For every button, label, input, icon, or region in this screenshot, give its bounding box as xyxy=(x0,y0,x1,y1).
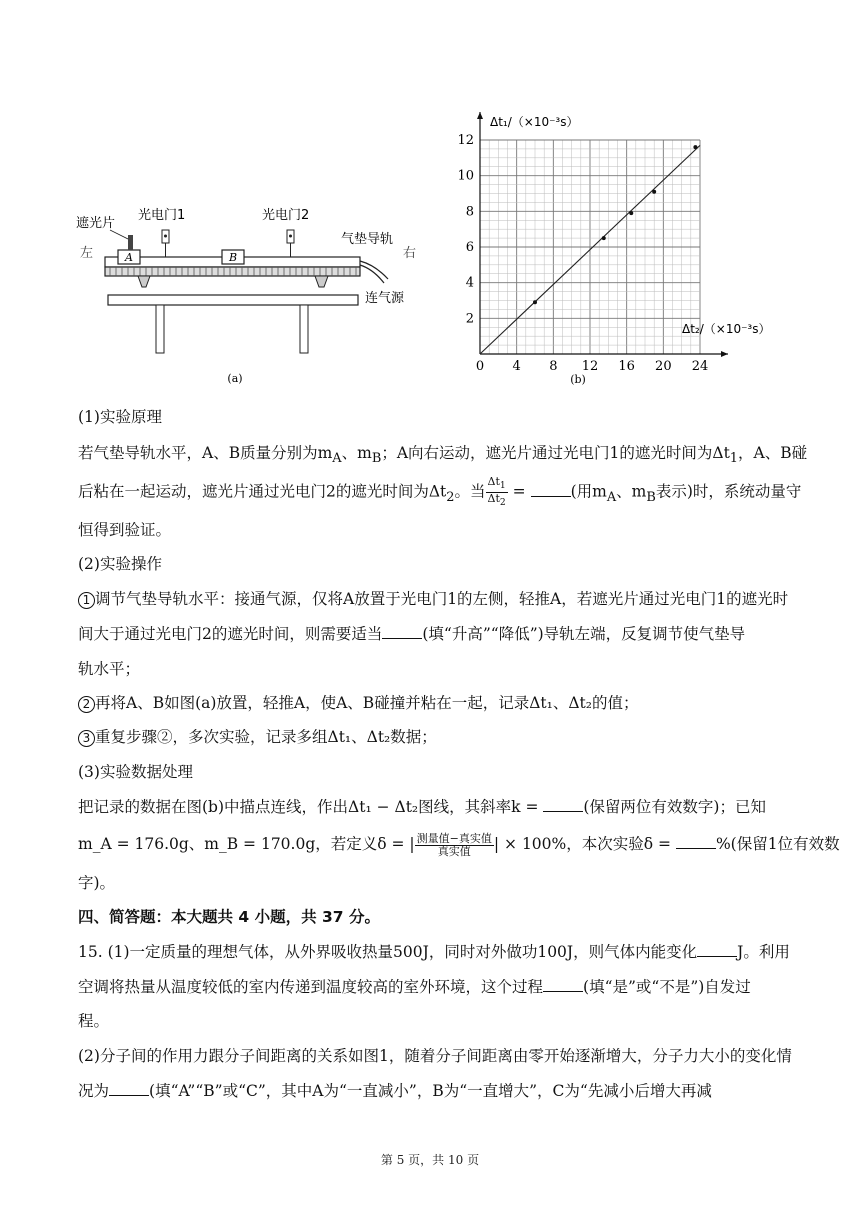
data-point xyxy=(533,300,537,304)
photogate-1 xyxy=(162,230,169,257)
glider-b-label: B xyxy=(228,251,238,264)
y-tick-label: 6 xyxy=(465,240,474,255)
x-tick-label: 24 xyxy=(691,359,709,374)
section-1-title: (1)实验原理 xyxy=(78,408,162,426)
data-point xyxy=(652,190,656,194)
section-4-heading: 四、简答题：本大题共 4 小题，共 37 分。 xyxy=(78,908,380,926)
section-3-title: (3)实验数据处理 xyxy=(78,763,193,781)
answer-blank-slope[interactable] xyxy=(543,797,583,812)
gate1-label: 光电门1 xyxy=(138,208,186,223)
chart-grid xyxy=(480,140,700,354)
step-3-line: 3 重复步骤②，多次实验，记录多组Δt₁、Δt₂数据； xyxy=(78,725,790,747)
data-point xyxy=(602,236,606,240)
section-3-line-1: 把记录的数据在图(b)中描点连线，作出Δt₁ − Δt₂图线，其斜率k = (保留两位有效数字)；已知 xyxy=(78,798,766,816)
section-3-line-3: 字)。 xyxy=(78,874,116,892)
chart-ticks xyxy=(457,133,708,374)
support-foot-left xyxy=(138,276,150,287)
support-foot-right xyxy=(315,276,328,287)
section-1-paragraph-line-3: 恒得到验证。 xyxy=(78,521,172,539)
figure-a-caption: (a) xyxy=(227,372,243,385)
y-axis-arrow xyxy=(477,112,483,119)
relative-error-fraction: $\frac{\text{测量值−真实值}}{\text{真实值}}$ xyxy=(416,831,492,858)
air-source-label: 连气源 xyxy=(365,291,405,306)
shade-piece xyxy=(128,235,133,250)
x-tick-label: 0 xyxy=(475,359,485,374)
q15-line-1: 15. (1)一定质量的理想气体，从外界吸收热量500J，同时对外做功100J，则气体内能变化 J。利用 xyxy=(78,943,790,961)
figure-b-chart xyxy=(450,108,800,393)
answer-blank-ratio[interactable] xyxy=(531,482,571,497)
section-3-line-2: m_A = 176.0g、m_B = 170.0g，若定义δ = | $\frac{\text{测量值−真实值}}{\text{真实值}}$ | × 100%，本次实验δ = %(保留1位有效数 xyxy=(78,831,840,858)
y-tick-label: 12 xyxy=(457,133,474,148)
right-label: 右 xyxy=(403,246,417,261)
left-label: 左 xyxy=(80,246,94,261)
figure-a-air-track xyxy=(70,195,430,395)
delta-t-ratio-fraction: $\frac{\Delta t_1}{\Delta t_2}$ xyxy=(487,475,506,509)
x-tick-label: 16 xyxy=(618,359,635,374)
section-1-paragraph-line-1: 若气垫导轨水平，A、B质量分别为$m_A$、$m_B$；A向右运动，遮光片通过光电门1的遮光时间为$\Delta t_1$，A、B碰 xyxy=(78,444,808,467)
track-label: 气垫导轨 xyxy=(341,232,394,247)
table-leg-left xyxy=(156,305,164,353)
data-point xyxy=(629,211,633,215)
figure-b-caption: (b) xyxy=(570,373,586,386)
q15-line-3: 程。 xyxy=(78,1012,110,1030)
page-footer: 第 5 页，共 10 页 xyxy=(380,1153,480,1167)
step-2-line: 2 再将A、B如图(a)放置，轻推A，使A、B碰撞并粘在一起，记录Δt₁、Δt₂的值； xyxy=(78,691,790,713)
answer-blank-spontaneous[interactable] xyxy=(543,977,583,992)
step-1-line-3: 轨水平； xyxy=(78,660,141,678)
step-1-line-2: 间大于通过光电门2的遮光时间，则需要适当 (填“升高”“降低”)导轨左端，反复调节使气垫导 xyxy=(78,625,746,643)
answer-blank-delta[interactable] xyxy=(676,834,716,849)
y-tick-label: 8 xyxy=(465,204,474,220)
data-point xyxy=(693,145,697,149)
chart-x-axis-label: Δt₂/（×10⁻³s） xyxy=(682,322,771,336)
q15-line-4: (2)分子间的作用力跟分子间距离的关系如图1，随着分子间距离由零开始逐渐增大，分子力大小的变化情 xyxy=(78,1047,792,1065)
photogate-2 xyxy=(287,230,294,257)
y-tick-label: 10 xyxy=(457,168,474,184)
table-top xyxy=(108,295,358,305)
table-leg-right xyxy=(300,305,308,353)
step-number-2: 2 xyxy=(78,696,95,713)
answer-blank-adjust[interactable] xyxy=(382,624,422,639)
section-2-title: (2)实验操作 xyxy=(78,555,162,573)
x-tick-label: 8 xyxy=(549,359,558,374)
q15-line-5: 况为 (填“A”“B”或“C”，其中A为“一直减小”，B为“一直增大”，C为“先减小后增大再减 xyxy=(78,1082,712,1100)
x-tick-label: 20 xyxy=(655,359,672,374)
q15-line-2: 空调将热量从温度较低的室内传递到温度较高的室外环境，这个过程 (填“是”或“不是”)自发过 xyxy=(78,978,751,996)
air-hose xyxy=(360,261,388,279)
answer-blank-energy[interactable] xyxy=(697,942,737,957)
x-tick-label: 4 xyxy=(512,359,521,374)
shade-label: 遮光片 xyxy=(76,216,116,231)
chart-y-axis-label: Δt₁/（×10⁻³s） xyxy=(490,115,579,129)
step-number-3: 3 xyxy=(78,730,95,747)
x-axis-arrow xyxy=(721,351,728,357)
gate2-label: 光电门2 xyxy=(262,208,310,223)
x-tick-label: 12 xyxy=(581,359,599,374)
y-tick-label: 2 xyxy=(465,311,474,327)
section-1-paragraph-line-2: 后粘在一起运动，遮光片通过光电门2的遮光时间为$\Delta t_2$。当 $\frac{\Delta t_1}{\Delta t_2}$ = (用$m_A$、$m_B$表示)时，系统动量守 xyxy=(78,475,802,509)
step-number-1: 1 xyxy=(78,592,95,609)
y-tick-label: 4 xyxy=(465,275,474,291)
glider-a-label: A xyxy=(125,251,133,264)
answer-blank-force-change[interactable] xyxy=(109,1081,149,1096)
step-1-line-1: 1 调节气垫导轨水平：接通气源，仅将A放置于光电门1的左侧，轻推A，若遮光片通过光电门1的遮光时 xyxy=(78,587,790,609)
